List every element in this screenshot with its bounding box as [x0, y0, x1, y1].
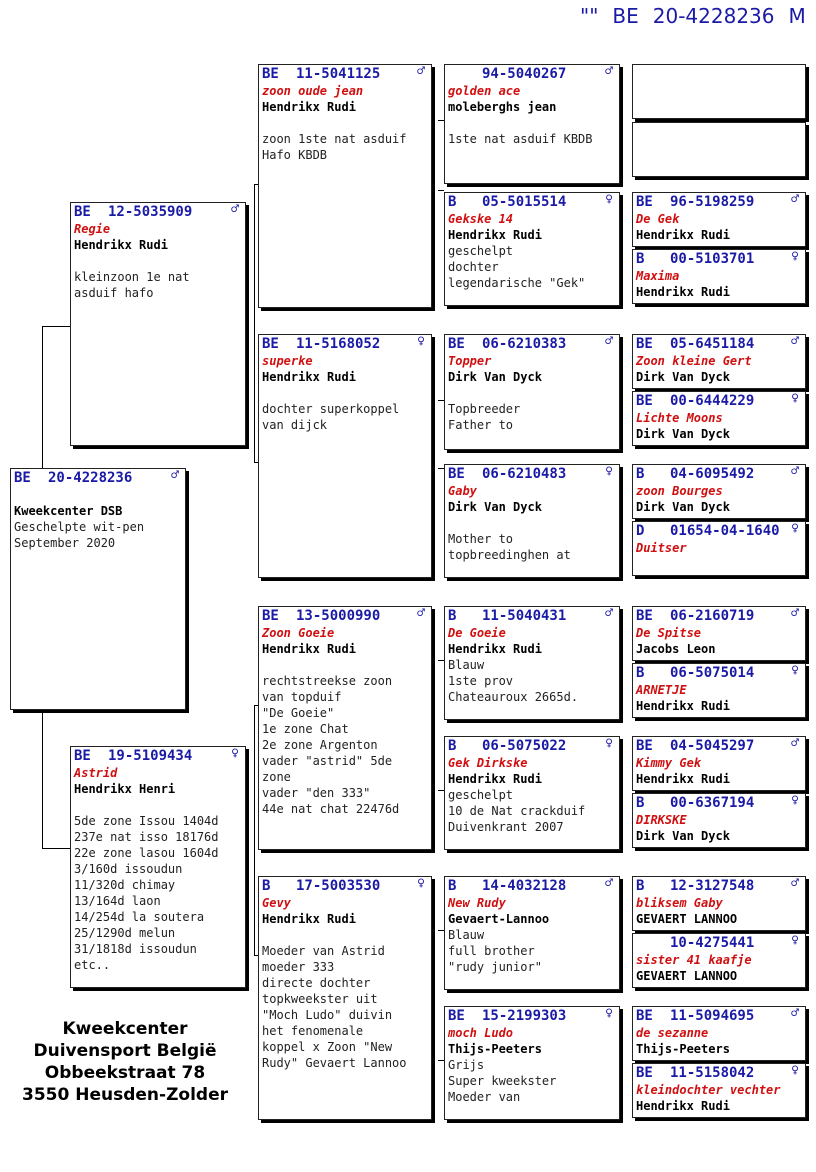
- gg-card[interactable]: [632, 192, 806, 247]
- empty-card: [632, 122, 806, 177]
- pigeon-name: zoon Bourges: [636, 484, 723, 498]
- pigeon-name: moch Ludo: [448, 1026, 514, 1040]
- owner: GEVAERT LANNOO: [636, 912, 738, 926]
- gg-card[interactable]: [632, 793, 806, 848]
- owner: Dirk Van Dyck: [636, 427, 730, 441]
- dd-sire-card[interactable]: [444, 876, 620, 990]
- ring-number: BE 11-5158042: [636, 1065, 755, 1081]
- ss-sire-card[interactable]: [444, 64, 620, 184]
- owner: Dirk Van Dyck: [448, 500, 542, 514]
- subject-card[interactable]: [10, 468, 186, 710]
- ring-number: B 11-5040431: [448, 608, 567, 624]
- ring-number: BE 11-5041125: [262, 66, 381, 82]
- male-icon: ♂: [605, 334, 613, 349]
- gg-card[interactable]: [632, 736, 806, 791]
- pigeon-name: Maxima: [636, 269, 680, 283]
- pigeon-name: superke: [262, 354, 313, 368]
- owner: Hendrikx Rudi: [448, 772, 542, 786]
- info-text: Grijs Super kweekster Moeder van: [448, 1058, 557, 1104]
- info-text: Mother to topbreedinghen at: [448, 532, 571, 562]
- pigeon-name: zoon oude jean: [262, 84, 364, 98]
- info-text: Geschelpte wit-pen September 2020: [14, 520, 145, 550]
- male-icon: ♂: [791, 606, 799, 621]
- owner: Hendrikx Rudi: [448, 228, 542, 242]
- pigeon-name: Zoon kleine Gert: [636, 354, 752, 368]
- pigeon-name: De Gek: [636, 212, 680, 226]
- pedigree-header: [580, 4, 812, 28]
- ring-number: B 00-5103701: [636, 251, 755, 267]
- male-icon: ♂: [791, 464, 799, 479]
- owner: Kweekcenter DSB: [14, 504, 123, 518]
- ring-number: BE 06-6210383: [448, 336, 567, 352]
- sd-dam-card[interactable]: [444, 464, 620, 578]
- dd-dam-card[interactable]: [444, 1006, 620, 1120]
- owner: Hendrikx Henri: [74, 782, 176, 796]
- owner: Dirk Van Dyck: [636, 500, 730, 514]
- male-icon: ♂: [605, 876, 613, 891]
- info-text: Topbreeder Father to: [448, 402, 521, 432]
- dam-sire-card[interactable]: [258, 606, 432, 850]
- dam-dam-card[interactable]: [258, 876, 432, 1120]
- ring-number: B 00-6367194: [636, 795, 755, 811]
- male-icon: ♂: [791, 334, 799, 349]
- ring-number: B 12-3127548: [636, 878, 755, 894]
- info-text: Moeder van Astrid moeder 333 directe dochter topkweekster uit "Moch Ludo" duivin het fenomenale koppel x Zoon "New Rudy" Gevaert Lannoo: [262, 944, 407, 1070]
- owner: Hendrikx Rudi: [636, 699, 730, 713]
- female-icon: ♀: [791, 663, 799, 678]
- ring-number: BE 20-4228236: [14, 470, 133, 486]
- owner: Jacobs Leon: [636, 642, 716, 656]
- owner: Hendrikx Rudi: [636, 772, 730, 786]
- address-line: Obbeekstraat 78: [44, 1063, 206, 1083]
- female-icon: ♀: [791, 793, 799, 808]
- ring-number: B 05-5015514: [448, 194, 567, 210]
- female-icon: ♀: [791, 391, 799, 406]
- pigeon-name: New Rudy: [448, 896, 506, 910]
- empty-card: [632, 64, 806, 119]
- connector-line: [42, 326, 70, 327]
- male-icon: ♂: [605, 606, 613, 621]
- info-text: Blauw full brother "rudy junior": [448, 928, 542, 974]
- ring-number: BE 05-6451184: [636, 336, 755, 352]
- owner: Hendrikx Rudi: [262, 370, 356, 384]
- connector-line: [254, 705, 255, 955]
- ring-number: B 06-5075022: [448, 738, 567, 754]
- female-icon: ♀: [605, 192, 613, 207]
- info-text: Blauw 1ste prov Chateauroux 2665d.: [448, 658, 579, 704]
- ring-number: BE 06-6210483: [448, 466, 567, 482]
- owner: Thijs-Peeters: [448, 1042, 542, 1056]
- ring-number: BE 12-5035909: [74, 204, 193, 220]
- pigeon-name: ARNETJE: [636, 683, 687, 697]
- female-icon: ♀: [791, 933, 799, 948]
- owner: Hendrikx Rudi: [636, 285, 730, 299]
- ring-number: BE 13-5000990: [262, 608, 381, 624]
- owner: Hendrikx Rudi: [636, 228, 730, 242]
- info-text: kleinzoon 1e nat asduif hafo: [74, 270, 190, 300]
- gg-card[interactable]: [632, 1063, 806, 1118]
- ring-number: B 06-5075014: [636, 665, 755, 681]
- owner: Hendrikx Rudi: [636, 1099, 730, 1113]
- info-text: geschelpt 10 de Nat crackduif Duivenkrant 2007: [448, 788, 586, 834]
- header-country: BE: [612, 4, 639, 28]
- ss-dam-card[interactable]: [444, 192, 620, 306]
- owner: Hendrikx Rudi: [448, 642, 542, 656]
- gg-card[interactable]: [632, 933, 806, 988]
- ring-number: D 01654-04-1640: [636, 523, 780, 539]
- address-line: Kweekcenter: [62, 1019, 188, 1039]
- ds-dam-card[interactable]: [444, 736, 620, 850]
- address-line: Duivensport België: [33, 1041, 217, 1061]
- male-icon: ♂: [417, 606, 425, 621]
- male-icon: ♂: [605, 64, 613, 79]
- gg-card[interactable]: [632, 876, 806, 931]
- header-ring: 20-4228236: [652, 4, 775, 28]
- pigeon-name: Gevy: [262, 896, 291, 910]
- pigeon-name: Regie: [74, 222, 111, 236]
- ring-number: B 14-4032128: [448, 878, 567, 894]
- gg-card[interactable]: [632, 334, 806, 389]
- male-icon: ♂: [417, 64, 425, 79]
- ring-number: BE 06-2160719: [636, 608, 755, 624]
- connector-line: [438, 190, 444, 191]
- pigeon-name: Astrid: [74, 766, 118, 780]
- owner: Dirk Van Dyck: [636, 829, 730, 843]
- pigeon-name: DIRKSKE: [636, 813, 687, 827]
- connector-line: [42, 712, 43, 848]
- ds-sire-card[interactable]: [444, 606, 620, 720]
- sire-dam-card[interactable]: [258, 334, 432, 578]
- ring-number: B 04-6095492: [636, 466, 755, 482]
- gg-card[interactable]: [632, 521, 806, 576]
- male-icon: ♂: [791, 736, 799, 751]
- owner: moleberghs jean: [448, 100, 557, 114]
- pigeon-name: sister 41 kaafje: [636, 953, 752, 967]
- info-text: 1ste nat asduif KBDB: [448, 132, 593, 146]
- connector-line: [42, 326, 43, 469]
- header-quote: "": [580, 4, 599, 28]
- owner: Gevaert-Lannoo: [448, 912, 550, 926]
- female-icon: ♀: [605, 464, 613, 479]
- owner: Hendrikx Rudi: [74, 238, 168, 252]
- ring-number: 94-5040267: [482, 66, 567, 82]
- gg-card[interactable]: [632, 606, 806, 661]
- male-icon: ♂: [231, 202, 239, 217]
- ring-number: BE 15-2199303: [448, 1008, 567, 1024]
- owner: GEVAERT LANNOO: [636, 969, 738, 983]
- male-icon: ♂: [791, 1006, 799, 1021]
- female-icon: ♀: [605, 1006, 613, 1021]
- male-icon: ♂: [171, 468, 179, 483]
- pigeon-name: kleindochter vechter: [636, 1083, 781, 1097]
- female-icon: ♀: [417, 334, 425, 349]
- female-icon: ♀: [791, 249, 799, 264]
- info-text: 5de zone Issou 1404d 237e nat isso 18176d 22e zone lasou 1604d 3/160d issoudun 11/320d chimay 13/164d laon 14/254d la soutera 25/1290d melun 31/1818d issoudun etc..: [74, 814, 219, 972]
- info-text: rechtstreekse zoon van topduif "De Goeie" 1e zone Chat 2e zone Argenton vader "astrid" 5de zone vader "den 333" 44e nat chat 22476d: [262, 674, 400, 816]
- owner: Hendrikx Rudi: [262, 912, 356, 926]
- female-icon: ♀: [791, 521, 799, 536]
- gg-card[interactable]: [632, 391, 806, 446]
- dam-card[interactable]: [70, 746, 246, 988]
- info-text: geschelpt dochter legendarische "Gek": [448, 244, 586, 290]
- owner: Dirk Van Dyck: [448, 370, 542, 384]
- owner: Dirk Van Dyck: [636, 370, 730, 384]
- pigeon-name: Gekske 14: [448, 212, 514, 226]
- ring-number: BE 19-5109434: [74, 748, 193, 764]
- info-text: dochter superkoppel van dijck: [262, 402, 400, 432]
- ring-number: BE 96-5198259: [636, 194, 755, 210]
- breeder-address: [14, 1018, 236, 1106]
- gg-card[interactable]: [632, 464, 806, 519]
- owner: Thijs-Peeters: [636, 1042, 730, 1056]
- ring-number: BE 04-5045297: [636, 738, 755, 754]
- pigeon-name: Zoon Goeie: [262, 626, 335, 640]
- sd-sire-card[interactable]: [444, 334, 620, 450]
- pigeon-name: golden ace: [448, 84, 521, 98]
- female-icon: ♀: [417, 876, 425, 891]
- connector-line: [42, 848, 70, 849]
- pigeon-name: Gaby: [448, 484, 477, 498]
- gg-card[interactable]: [632, 249, 806, 304]
- female-icon: ♀: [791, 1063, 799, 1078]
- gg-card[interactable]: [632, 1006, 806, 1061]
- pigeon-name: Kimmy Gek: [636, 756, 702, 770]
- pigeon-name: Topper: [448, 354, 492, 368]
- male-icon: ♂: [791, 876, 799, 891]
- pigeon-name: De Goeie: [448, 626, 506, 640]
- connector-line: [254, 184, 255, 462]
- pigeon-name: De Spitse: [636, 626, 702, 640]
- sire-sire-card[interactable]: [258, 64, 432, 308]
- ring-number: BE 11-5094695: [636, 1008, 755, 1024]
- ring-number: B 17-5003530: [262, 878, 381, 894]
- address-line: 3550 Heusden-Zolder: [22, 1085, 228, 1105]
- ring-number: BE 00-6444229: [636, 393, 755, 409]
- female-icon: ♀: [605, 736, 613, 751]
- pigeon-name: de sezanne: [636, 1026, 709, 1040]
- info-text: zoon 1ste nat asduif Hafo KBDB: [262, 132, 407, 162]
- pigeon-name: Gek Dirkske: [448, 756, 528, 770]
- owner: Hendrikx Rudi: [262, 642, 356, 656]
- female-icon: ♀: [231, 746, 239, 761]
- pigeon-name: Lichte Moons: [636, 411, 723, 425]
- ring-number: BE 11-5168052: [262, 336, 381, 352]
- pigeon-name: bliksem Gaby: [636, 896, 723, 910]
- gg-card[interactable]: [632, 663, 806, 718]
- ring-number: 10-4275441: [670, 935, 755, 951]
- header-sex: M: [788, 4, 806, 28]
- male-icon: ♂: [791, 192, 799, 207]
- owner: Hendrikx Rudi: [262, 100, 356, 114]
- sire-card[interactable]: [70, 202, 246, 446]
- pigeon-name: Duitser: [636, 541, 687, 555]
